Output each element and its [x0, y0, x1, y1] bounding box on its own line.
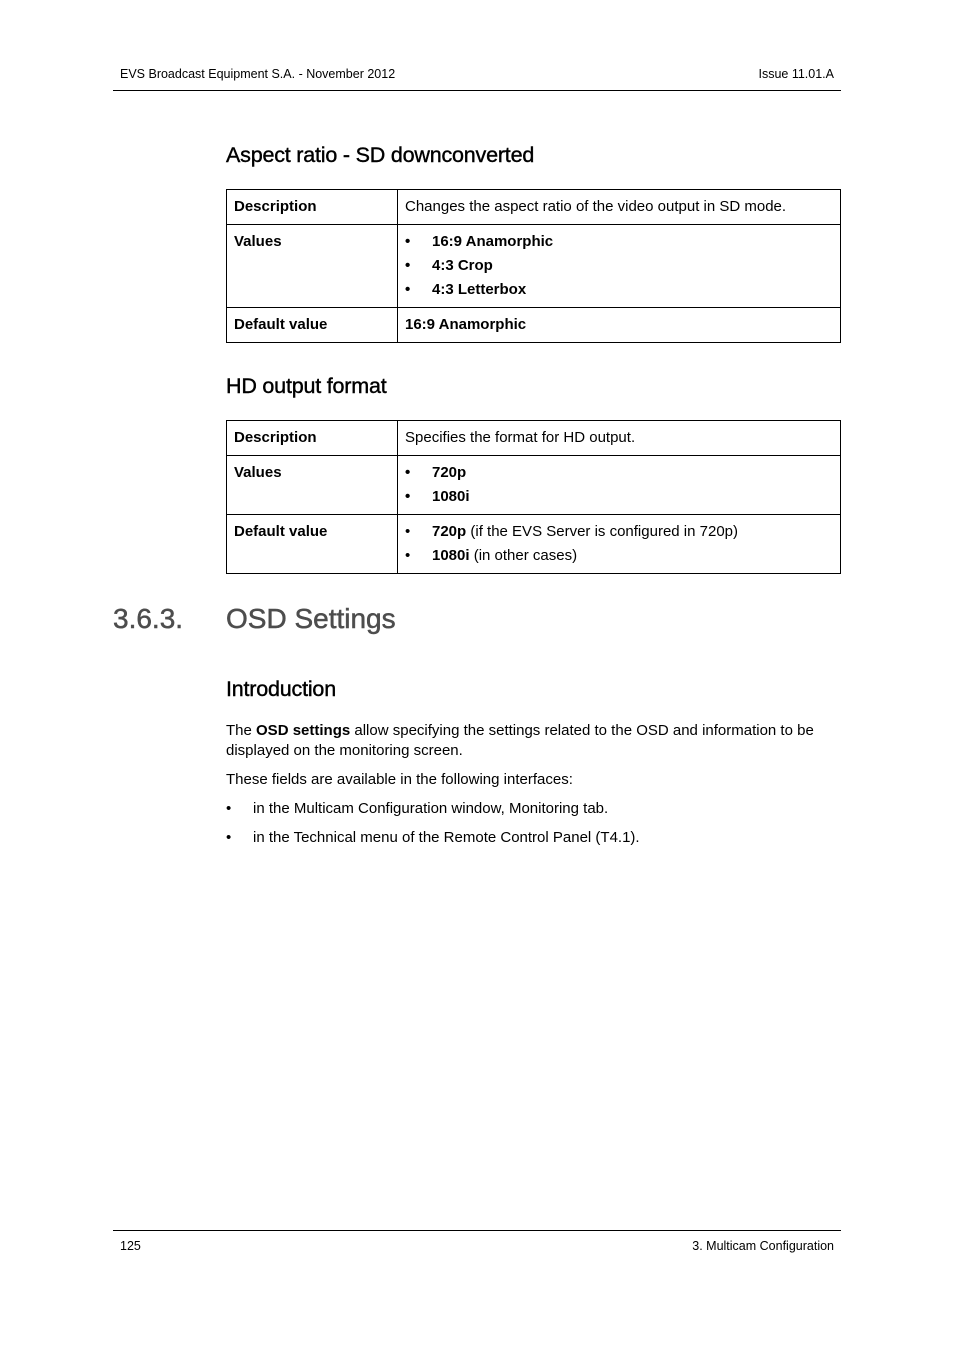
- page-header: [113, 62, 841, 91]
- default-value: 16:9 Anamorphic: [398, 308, 841, 343]
- table-row: [227, 515, 841, 574]
- intro-text: The: [226, 722, 257, 739]
- default-label: Default value: [227, 308, 398, 343]
- list-item: • 4:3 Crop: [405, 254, 833, 278]
- values-label: Values: [227, 456, 398, 515]
- default-format: 720p: [432, 523, 467, 540]
- osd-settings-term: OSD settings: [256, 722, 351, 739]
- default-label: Default value: [227, 515, 398, 574]
- description-label: Description: [227, 421, 398, 456]
- default-format: 1080i: [432, 547, 470, 564]
- table-row: [227, 456, 841, 515]
- list-item: • 1080i: [405, 485, 833, 509]
- aspect-ratio-table: [226, 189, 841, 343]
- description-value: Specifies the format for HD output.: [398, 421, 841, 456]
- list-item: • in the Multicam Configuration window, Monitoring tab.: [226, 799, 841, 819]
- description-label: Description: [227, 190, 398, 225]
- list-item: • in the Technical menu of the Remote Control Panel (T4.1).: [226, 828, 841, 848]
- intro-text: allow specifying the settings related to the OSD and information to be displayed on the monitoring screen.: [226, 722, 814, 759]
- table-row: [227, 190, 841, 225]
- values-label: Values: [227, 225, 398, 308]
- list-item: [405, 544, 833, 568]
- intro-paragraph: These fields are available in the following interfaces:: [226, 771, 573, 788]
- intro-paragraph: [226, 721, 841, 761]
- default-note: (if the EVS Server is configured in 720p): [466, 523, 739, 540]
- header-publisher: EVS Broadcast Equipment S.A. - November 2012: [120, 67, 396, 81]
- defaults-list: [405, 520, 833, 568]
- values-list: [405, 461, 833, 509]
- introduction-heading: Introduction: [226, 677, 336, 701]
- values-list: [405, 230, 833, 302]
- page-footer: [113, 1230, 841, 1259]
- list-item: • 16:9 Anamorphic: [405, 230, 833, 254]
- table-row: [227, 421, 841, 456]
- chapter-name: 3. Multicam Configuration: [692, 1239, 834, 1253]
- list-item: • 720p: [405, 461, 833, 485]
- page-number: 125: [120, 1239, 141, 1253]
- aspect-ratio-heading: Aspect ratio - SD downconverted: [226, 143, 535, 167]
- introduction-body: [226, 721, 841, 857]
- table-row: [227, 225, 841, 308]
- interfaces-list: [226, 799, 841, 848]
- table-row: [227, 308, 841, 343]
- section-title: [113, 603, 396, 635]
- list-item: • 4:3 Letterbox: [405, 278, 833, 302]
- hd-output-table: [226, 420, 841, 574]
- hd-output-heading: HD output format: [226, 374, 387, 398]
- default-note: (in other cases): [469, 547, 578, 564]
- header-issue: Issue 11.01.A: [758, 67, 834, 81]
- description-value: Changes the aspect ratio of the video output in SD mode.: [398, 190, 841, 225]
- section-name: OSD Settings: [226, 603, 396, 634]
- section-number: 3.6.3.: [113, 603, 184, 634]
- list-item: [405, 520, 833, 544]
